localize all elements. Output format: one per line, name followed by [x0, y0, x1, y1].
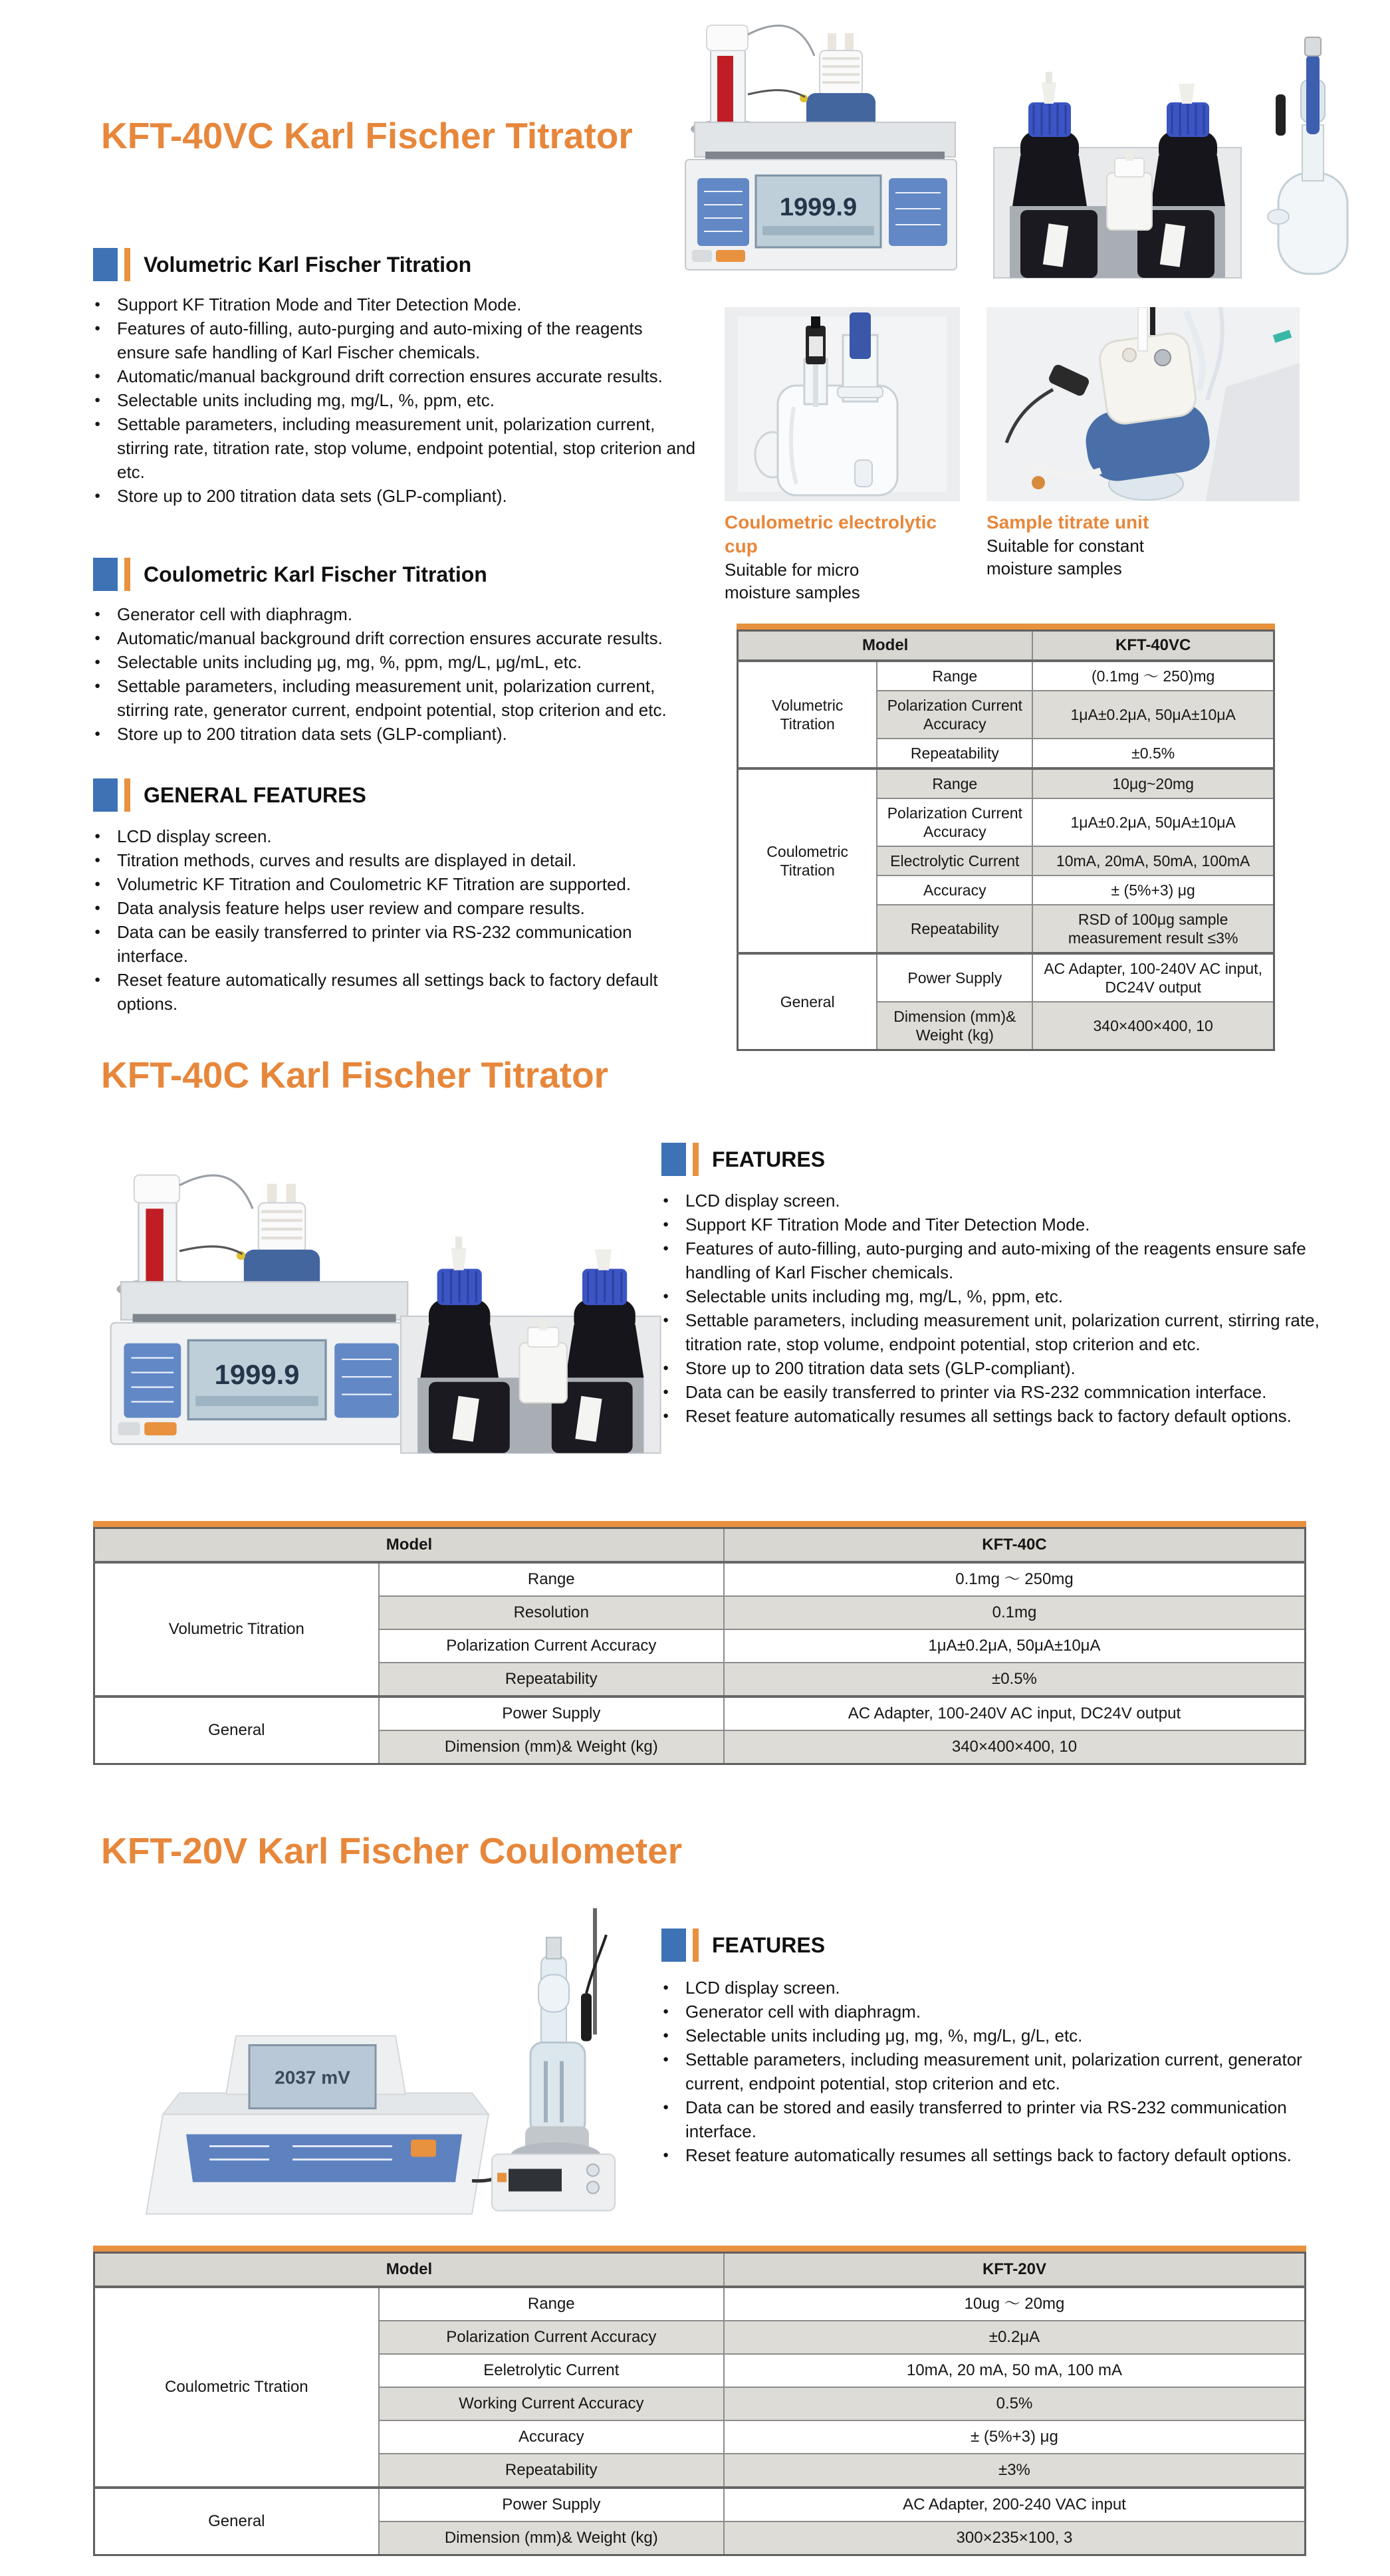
- list-item: [94, 388, 699, 412]
- bullet-text: Reset feature automatically resumes all settings back to factory default options.: [117, 970, 658, 1014]
- list-item: [94, 602, 699, 626]
- list-item: [94, 674, 699, 722]
- bullet-icon: [94, 602, 117, 626]
- model-header-cell: Model: [738, 631, 1033, 661]
- list-item: [663, 2143, 1334, 2167]
- page-title-kft20v: KFT-20V Karl Fischer Coulometer: [101, 1830, 683, 1871]
- general-features-bullet-list: [94, 824, 699, 1016]
- blue-square-icon: [661, 1929, 686, 1962]
- spec-label: Dimension (mm)& Weight (kg): [379, 2521, 724, 2555]
- section-header-features-kft20v: [661, 1928, 825, 1962]
- section-header-volumetric: [93, 247, 471, 282]
- electrolytic-cup-illustration: [725, 307, 960, 501]
- photo-sample-titrate-unit: [986, 307, 1300, 501]
- caption-sample-titrate-unit: [986, 511, 1193, 580]
- coulometric-bullet-list: [94, 602, 699, 746]
- table-row: [738, 661, 1274, 691]
- spec-label: Resolution: [379, 1596, 724, 1629]
- list-item: [663, 2048, 1334, 2095]
- reagent-bottle-holder: [994, 72, 1241, 278]
- group-cell: Coulometric Titration: [738, 768, 877, 953]
- spec-value: 340×400×400, 10: [724, 1730, 1306, 1764]
- bullet-text: LCD display screen.: [685, 1191, 840, 1211]
- spec-label: Polarization Current Accuracy: [379, 1629, 724, 1663]
- group-cell: Volumetric Titration: [738, 661, 877, 768]
- list-item: [94, 896, 699, 920]
- sample-titrate-unit-illustration: [986, 307, 1300, 501]
- bullet-text: Settable parameters, including measurement unit, polarization current, stirring rate, generator current, endpoint potential, stop criterion and etc.: [117, 676, 667, 720]
- group-cell: Volumetric Titration: [94, 1562, 379, 1697]
- list-item: [94, 848, 699, 872]
- table-accent-bar: [93, 1521, 1306, 1527]
- bullet-icon: [94, 722, 117, 746]
- bullet-icon: [663, 1356, 685, 1380]
- bullet-icon: [663, 2143, 685, 2167]
- table-row: [94, 2287, 1306, 2321]
- spec-label: Repeatability: [877, 905, 1032, 953]
- list-item: [663, 1976, 1334, 2000]
- bullet-text: Selectable units including μg, mg, %, mg/L, g/L, etc.: [685, 2026, 1083, 2046]
- list-item: [94, 872, 699, 896]
- bullet-text: Selectable units including μg, mg, %, ppm, mg/L, μg/mL, etc.: [117, 652, 582, 672]
- spec-value: 10ug ～ 20mg: [724, 2287, 1306, 2321]
- bullet-icon: [94, 316, 117, 364]
- bullet-icon: [94, 388, 117, 412]
- spec-label: Repeatability: [379, 1663, 724, 1697]
- bullet-text: Data can be easily transferred to printer via RS-232 communication interface.: [117, 922, 632, 966]
- table-row: [738, 953, 1274, 1002]
- bullet-icon: [94, 484, 117, 508]
- bullet-icon: [94, 674, 117, 722]
- spec-label: Repeatability: [379, 2454, 724, 2488]
- orange-bar-icon: [124, 248, 130, 281]
- page-title-kft40vc: KFT-40VC Karl Fischer Titrator: [101, 115, 633, 156]
- list-item: [94, 626, 699, 650]
- table-row: [94, 1562, 1306, 1596]
- features-bullet-list-kft40c: [663, 1189, 1334, 1428]
- spec-value: 1μA±0.2μA, 50μA±10μA: [1032, 691, 1274, 739]
- list-item: [94, 364, 699, 388]
- page-title-kft40c: KFT-40C Karl Fischer Titrator: [101, 1054, 609, 1096]
- spec-table-kft20v: [93, 2246, 1306, 2556]
- bullet-text: Features of auto-filling, auto-purging and auto-mixing of the reagents ensure safe handling of Karl Fischer chemicals.: [117, 318, 643, 362]
- blue-square-icon: [93, 778, 118, 812]
- bullet-icon: [663, 1213, 685, 1236]
- volumetric-bullet-list: [94, 293, 699, 508]
- spec-table: [93, 2252, 1306, 2556]
- spec-label: Polarization Current Accuracy: [877, 798, 1032, 846]
- caption-desc: Suitable for constant moisture samples: [986, 536, 1145, 578]
- section-heading: Volumetric Karl Fischer Titration: [144, 252, 472, 277]
- spec-value: ±0.2μA: [724, 2321, 1306, 2354]
- spec-table-kft40vc: [737, 624, 1275, 1051]
- spec-value: 0.1mg ～ 250mg: [724, 1562, 1306, 1596]
- list-item: [94, 484, 699, 508]
- bullet-icon: [663, 2000, 685, 2024]
- section-heading: Coulometric Karl Fischer Titration: [144, 562, 487, 586]
- bullet-text: Titration methods, curves and results are displayed in detail.: [117, 850, 577, 870]
- titrator-with-bottles-illustration: [648, 15, 1379, 286]
- bullet-icon: [94, 896, 117, 920]
- reagent-bottle-holder: [401, 1236, 661, 1453]
- list-item: [94, 824, 699, 848]
- group-cell: General: [94, 2488, 379, 2555]
- bullet-text: Automatic/manual background drift correction ensures accurate results.: [117, 366, 663, 386]
- orange-bar-icon: [124, 778, 130, 812]
- bullet-text: Volumetric KF Titration and Coulometric KF Titration are supported.: [117, 874, 632, 894]
- blue-square-icon: [661, 1143, 686, 1176]
- bullet-text: Features of auto-filling, auto-purging and auto-mixing of the reagents ensure safe handling of Karl Fischer chemicals.: [685, 1238, 1306, 1282]
- coulometer-illustration: [100, 1893, 638, 2229]
- bullet-icon: [94, 848, 117, 872]
- titrator-device: [685, 25, 957, 270]
- features-bullet-list-kft20v: [663, 1976, 1334, 2167]
- bullet-text: Automatic/manual background drift correction ensures accurate results.: [117, 628, 663, 648]
- orange-bar-icon: [124, 558, 130, 591]
- list-item: [94, 920, 699, 968]
- spec-label: Range: [877, 661, 1032, 691]
- bullet-text: Selectable units including mg, mg/L, %, ppm, etc.: [685, 1286, 1063, 1306]
- bullet-text: Generator cell with diaphragm.: [117, 604, 353, 624]
- table-accent-bar: [93, 2246, 1306, 2252]
- group-cell: Coulometric Ttration: [94, 2287, 379, 2488]
- bullet-text: Reset feature automatically resumes all settings back to factory default options.: [685, 1406, 1292, 1426]
- bullet-text: Data can be easily transferred to printer via RS-232 commnication interface.: [685, 1382, 1267, 1402]
- list-item: [663, 1356, 1334, 1380]
- bullet-icon: [663, 2024, 685, 2048]
- orange-bar-icon: [693, 1143, 699, 1176]
- spec-label: Range: [379, 1562, 724, 1596]
- caption-electrolytic-cup: [725, 511, 954, 604]
- table-row: [738, 768, 1274, 798]
- bullet-text: Support KF Titration Mode and Titer Detection Mode.: [685, 1215, 1090, 1234]
- group-cell: General: [94, 1697, 379, 1764]
- bullet-icon: [663, 1976, 685, 2000]
- spec-label: Range: [379, 2287, 724, 2321]
- spec-label: Repeatability: [877, 739, 1032, 768]
- list-item: [663, 1284, 1334, 1308]
- list-item: [94, 293, 699, 316]
- spec-label: Working Current Accuracy: [379, 2387, 724, 2420]
- spec-label: Accuracy: [379, 2420, 724, 2454]
- list-item: [663, 1308, 1334, 1356]
- bullet-icon: [663, 1380, 685, 1404]
- list-item: [663, 2095, 1334, 2143]
- model-value-cell: KFT-20V: [724, 2253, 1306, 2287]
- list-item: [94, 650, 699, 674]
- spec-value: 0.5%: [724, 2387, 1306, 2420]
- list-item: [94, 316, 699, 364]
- table-row: [94, 2488, 1306, 2521]
- spec-label: Polarization Current Accuracy: [379, 2321, 724, 2354]
- bullet-icon: [94, 872, 117, 896]
- section-header-coulometric: [93, 557, 487, 592]
- product-photo-kft20v: [100, 1893, 638, 2229]
- spec-label: Power Supply: [379, 2488, 724, 2521]
- spec-table: [737, 630, 1275, 1051]
- bullet-icon: [663, 1404, 685, 1428]
- model-value-cell: KFT-40C: [724, 1528, 1306, 1563]
- spec-value: 10mA, 20mA, 50mA, 100mA: [1032, 846, 1274, 876]
- section-heading: FEATURES: [712, 1932, 826, 1957]
- list-item: [663, 2024, 1334, 2048]
- bullet-text: Store up to 200 titration data sets (GLP-compliant).: [685, 1358, 1076, 1378]
- glass-cell: [1268, 37, 1347, 274]
- bullet-icon: [94, 650, 117, 674]
- titrator-with-bottles-illustration: [90, 1117, 681, 1499]
- spec-value: 10μg~20mg: [1032, 768, 1274, 798]
- product-photo-kft40c: [90, 1117, 681, 1499]
- list-item: [663, 1189, 1334, 1213]
- spec-value: (0.1mg ～ 250)mg: [1032, 661, 1274, 691]
- spec-value: ± (5%+3) μg: [1032, 876, 1274, 905]
- list-item: [94, 412, 699, 484]
- spec-label: Dimension (mm)& Weight (kg): [877, 1002, 1032, 1050]
- bullet-text: LCD display screen.: [117, 826, 272, 846]
- bullet-text: LCD display screen.: [685, 1978, 840, 1998]
- spec-label: Power Supply: [877, 953, 1032, 1002]
- bullet-icon: [94, 968, 117, 1016]
- titration-stand-unit: [492, 1909, 615, 2211]
- bullet-text: Reset feature automatically resumes all settings back to factory default options.: [685, 2145, 1292, 2165]
- list-item: [663, 1404, 1334, 1428]
- bullet-text: Selectable units including mg, mg/L, %, ppm, etc.: [117, 390, 495, 410]
- bullet-text: Data can be stored and easily transferred to printer via RS-232 communication interface.: [685, 2097, 1287, 2141]
- spec-value: RSD of 100μg sample measurement result ≤3%: [1032, 905, 1274, 953]
- titrator-device: [111, 1175, 409, 1445]
- spec-table-kft40c: [93, 1521, 1306, 1765]
- spec-value: 0.1mg: [724, 1596, 1306, 1629]
- bullet-icon: [663, 1189, 685, 1213]
- list-item: [663, 1380, 1334, 1404]
- table-header-row: [94, 2253, 1306, 2287]
- bullet-icon: [663, 1284, 685, 1308]
- spec-value: AC Adapter, 200-240 VAC input: [724, 2488, 1306, 2521]
- caption-desc: Suitable for micro moisture samples: [725, 560, 860, 602]
- spec-value: ±3%: [724, 2454, 1306, 2488]
- table-row: [94, 1697, 1306, 1730]
- bullet-text: Data analysis feature helps user review and compare results.: [117, 898, 585, 918]
- bullet-text: Settable parameters, including measurement unit, polarization current, stirring rate, titration rate, stop volume, endpoint potential, stop criterion and etc.: [685, 1310, 1320, 1354]
- bullet-text: Settable parameters, including measurement unit, polarization current, generator current, endpoint potential, stop criterion and etc.: [685, 2049, 1302, 2093]
- spec-value: 300×235×100, 3: [724, 2521, 1306, 2555]
- lcd-reading: 2037 mV: [275, 2067, 350, 2088]
- model-header-cell: Model: [94, 1528, 724, 1563]
- spec-value: 10mA, 20 mA, 50 mA, 100 mA: [724, 2354, 1306, 2387]
- bullet-icon: [94, 920, 117, 968]
- blue-square-icon: [93, 558, 118, 591]
- orange-bar-icon: [693, 1929, 699, 1962]
- table-header-row: [738, 631, 1274, 661]
- bullet-text: Store up to 200 titration data sets (GLP-compliant).: [117, 486, 507, 506]
- spec-label: Range: [877, 768, 1032, 798]
- caption-title: Sample titrate unit: [986, 512, 1149, 532]
- list-item: [663, 2000, 1334, 2024]
- spec-value: ±0.5%: [1032, 739, 1274, 768]
- bullet-icon: [663, 2095, 685, 2143]
- coulometer-console: [146, 2036, 513, 2214]
- section-header-general-features: [93, 778, 366, 812]
- bullet-text: Generator cell with diaphragm.: [685, 2002, 921, 2022]
- photo-electrolytic-cup: [725, 307, 960, 501]
- model-value-cell: KFT-40VC: [1032, 631, 1274, 661]
- bullet-text: Support KF Titration Mode and Titer Detection Mode.: [117, 294, 522, 314]
- spec-label: Accuracy: [877, 876, 1032, 905]
- spec-value: ±0.5%: [724, 1663, 1306, 1697]
- spec-value: AC Adapter, 100-240V AC input, DC24V output: [1032, 953, 1274, 1002]
- list-item: [663, 1213, 1334, 1236]
- bullet-icon: [663, 2048, 685, 2095]
- bullet-icon: [94, 412, 117, 484]
- spec-label: Electrolytic Current: [877, 846, 1032, 876]
- group-cell: General: [738, 953, 877, 1050]
- section-heading: FEATURES: [712, 1147, 826, 1171]
- spec-value: ± (5%+3) μg: [724, 2420, 1306, 2454]
- bullet-icon: [94, 824, 117, 848]
- bullet-icon: [663, 1308, 685, 1356]
- bullet-icon: [94, 364, 117, 388]
- list-item: [94, 722, 699, 746]
- list-item: [663, 1236, 1334, 1284]
- lcd-reading: 1999.9: [779, 193, 858, 221]
- bullet-icon: [94, 626, 117, 650]
- table-header-row: [94, 1528, 1306, 1563]
- table-accent-bar: [737, 624, 1275, 630]
- spec-label: Power Supply: [379, 1697, 724, 1730]
- section-heading: GENERAL FEATURES: [144, 782, 366, 807]
- list-item: [94, 968, 699, 1016]
- spec-value: 340×400×400, 10: [1032, 1002, 1274, 1050]
- caption-title: Coulometric electrolytic cup: [725, 512, 937, 556]
- bullet-text: Store up to 200 titration data sets (GLP-compliant).: [117, 724, 507, 744]
- spec-label: Dimension (mm)& Weight (kg): [379, 1730, 724, 1764]
- bullet-icon: [663, 1236, 685, 1284]
- section-header-features-kft40c: [661, 1142, 825, 1177]
- spec-label: Eeletrolytic Current: [379, 2354, 724, 2387]
- spec-table: [93, 1527, 1306, 1765]
- spec-value: AC Adapter, 100-240V AC input, DC24V output: [724, 1697, 1306, 1730]
- product-photo-kft40vc: [648, 15, 1379, 286]
- spec-label: Polarization Current Accuracy: [877, 691, 1032, 739]
- spec-value: 1μA±0.2μA, 50μA±10μA: [1032, 798, 1274, 846]
- lcd-reading: 1999.9: [214, 1359, 300, 1391]
- blue-square-icon: [93, 248, 118, 281]
- bullet-icon: [94, 293, 117, 316]
- bullet-text: Settable parameters, including measurement unit, polarization current, stirring rate, titration rate, stop volume, endpoint potential, stop criterion and etc.: [117, 414, 696, 482]
- spec-value: 1μA±0.2μA, 50μA±10μA: [724, 1629, 1306, 1663]
- model-header-cell: Model: [94, 2253, 724, 2287]
